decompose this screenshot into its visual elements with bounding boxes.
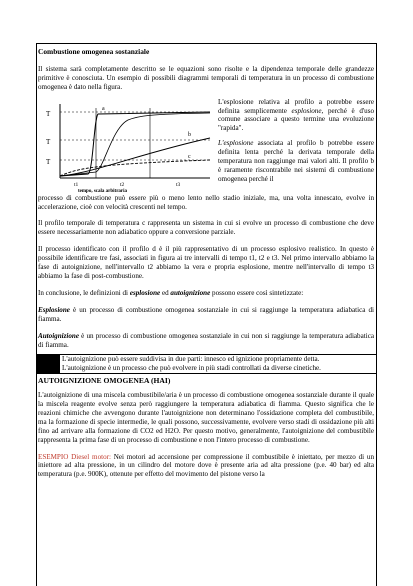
axis-letter-3: T	[46, 157, 51, 166]
esplosione-continuation: processo di combustione può essere più o meno lento nello stadio iniziale, ma, una volta innescato, evolve in accelerazione, cioè con velocità crescenti nel tempo.	[38, 193, 374, 211]
curve-label-b: b	[188, 131, 191, 138]
profile-c-paragraph: Il profilo temporale di temperatura c rappresenta un sistema in cui si evolve un processo di combustione che deve essere necessariamente non adiabatico oppure a conversione parziale.	[38, 219, 374, 237]
autoignition-paragraph: L'autoignizione di una miscela combustibile/aria è un processo di combustione omogenea sostanziale durante il quale la miscela reagente evolve senza però raggiungere la temperatura adiabatica di fiamma. Questo significa che le reazioni chimiche che avvengono durante l'autoignizione non determinano l'ossidazione completa del combustibile, ma la formazione di specie intermedie, le quali possono, successivamente, evolvere verso stadi di ossidazione più alti fino ad arrivare alla formazione di CO2 ed H2O. Per questo motivo, generalmente, l'autoignizione del combustibile rappresenta la prima fase di un processo di combustione e non l'intero processo di combustione.	[38, 391, 374, 444]
figure-side-text	[218, 98, 374, 194]
time-mark-3: t3	[176, 181, 181, 188]
example-label: ESEMPIO Diesel motor:	[38, 452, 111, 461]
temperature-profile-figure	[38, 98, 214, 194]
intro-paragraph: Il sistema sarà completamente descritto se le equazioni sono risolte e la dipendenza temporale delle grandezze primitive è conosciuta. Un esempio di possibili diagrammi temporali di temperatura in un processo di combustione omogenea è dato nella figura.	[38, 64, 374, 91]
summary-bullet-list	[46, 355, 376, 373]
axis-letter-1: T	[46, 109, 51, 118]
section-2-title: AUTOIGNIZIONE OMOGENEA (HAI)	[38, 376, 171, 386]
curve-label-c: c	[188, 153, 191, 160]
definition-autoignizione: Autoignizione è un processo di combustione omogenea sostanziale in cui non si raggiunge la temperatura adiabatica di fiamma.	[38, 331, 374, 349]
x-axis-label: tempo, scala arbitraria	[78, 188, 128, 194]
esplosione-lenta-paragraph: L'esplosione associata al profilo b potrebbe essere definita lenta perché la derivata temporale della temperatura non raggiunge mai valori alti. Il profilo b è raramente riscontrabile nei sistemi di combustione omogenea perché il	[218, 139, 374, 183]
definition-esplosione: Esplosione è un processo di combustione omogenea sostanziale in cui si raggiunge la temperatura adiabatica di fiamma.	[38, 305, 374, 323]
example-paragraph: ESEMPIO Diesel motor: Nei motori ad accensione per compressione il combustibile è iniettato, per mezzo di un iniettore ad alta pressione, in un cilindro del motore dove è presente aria ad alta pressione (p.e. 40 bar) ed alta temperatura (p.e. 900K), ottenute per effetto del movimento del pistone verso la	[38, 452, 374, 479]
summary-bullets-band	[36, 354, 376, 374]
time-mark-1: t1	[74, 181, 79, 188]
figure-row	[38, 98, 374, 194]
temperature-profile-chart	[38, 98, 214, 194]
curve-label-a: a	[102, 105, 105, 112]
conclusion-paragraph: In conclusione, le definizioni di esplosione ed autoignizione possono essere così sintetizzate:	[38, 288, 304, 297]
bullet-item: • L'autoignizione può essere suddivisa in due parti: innesco ed ignizione propriamente detta.	[60, 355, 376, 364]
time-mark-2: t2	[120, 181, 125, 188]
document-content	[38, 44, 374, 479]
section-title: Combustione omogenea sostanziale	[38, 47, 150, 56]
axis-letter-2: T	[46, 137, 51, 146]
esplosione-paragraph: L'esplosione relativa al profilo a potrebbe essere definita semplicemente esplosione, perché è d'uso comune associare a questo termine una evoluzione "rapida".	[218, 97, 374, 133]
profile-d-paragraph: Il processo identificato con il profilo d è il più rappresentativo di un processo esplosivo realistico. In questo è possibile identificare tre fasi, associati in figura ai tre intervalli di tempo t1, t2 e t3. Nel primo intervallo abbiamo la fase di autoignizione, nell'intervallo t2 abbiamo la vera e propria esplosione, mentre nell'intervallo di tempo t3 abbiamo la fase di post-combustione.	[38, 245, 374, 280]
bullet-item: • L'autoignizione è un processo che può evolvere in più stadi controllati da diverse cinetiche.	[60, 364, 376, 373]
